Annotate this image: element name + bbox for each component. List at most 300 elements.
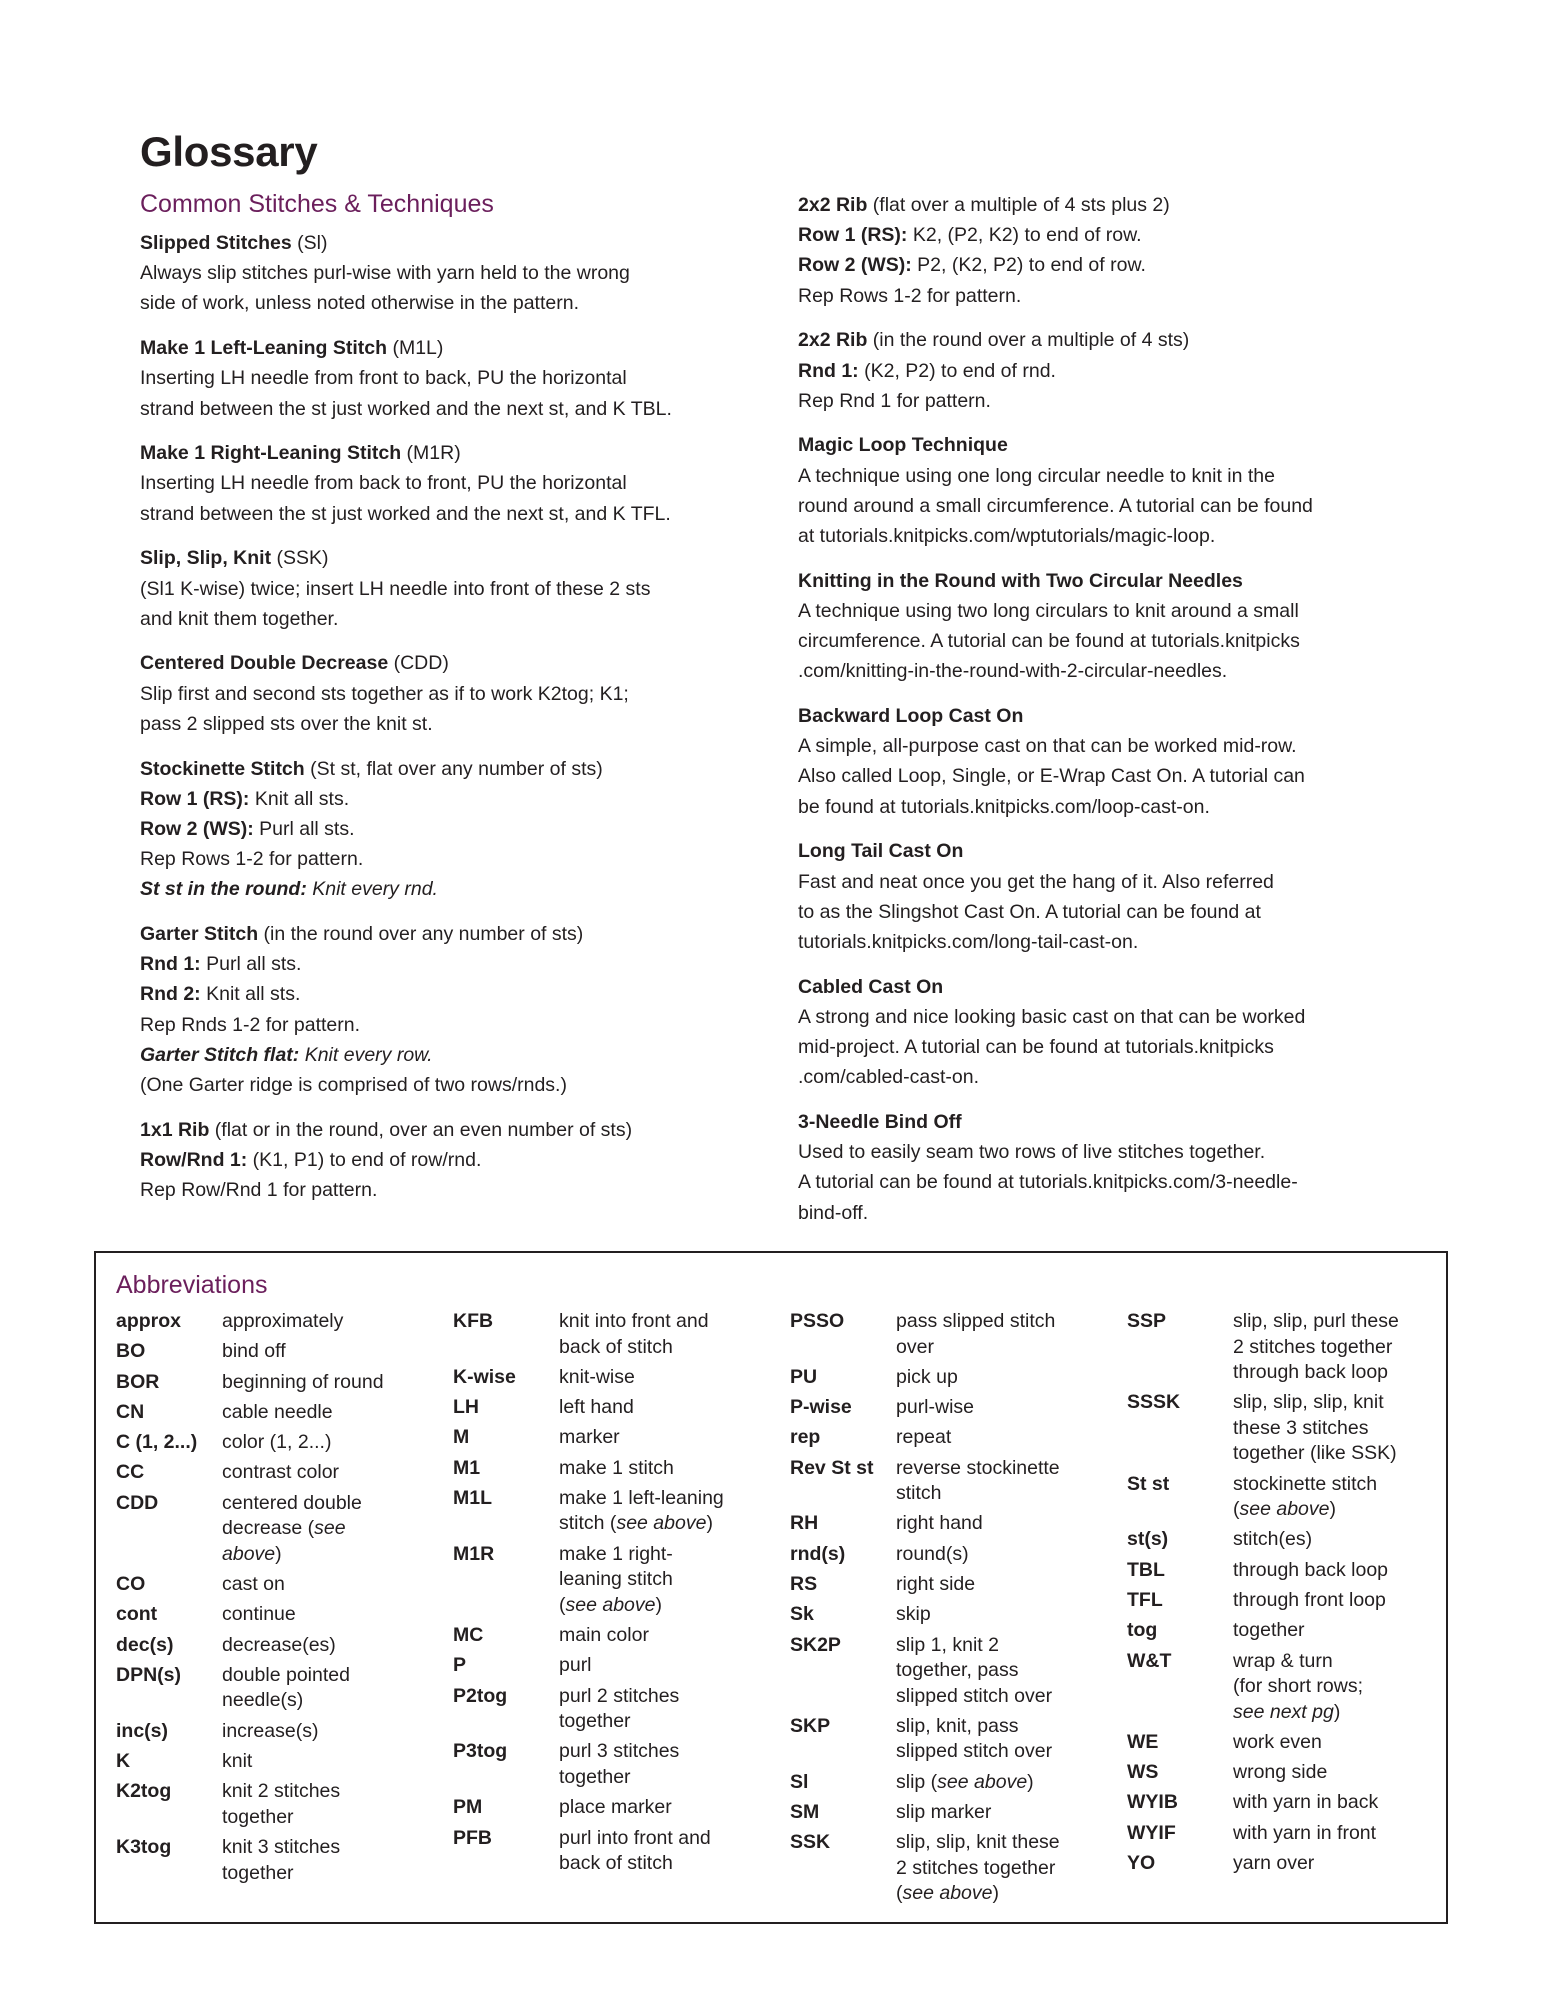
abbreviation-definition <box>1233 1309 1447 1386</box>
abbreviation-row <box>1127 1851 1447 1877</box>
text-run: to as the Slingshot Cast On. A tutorial can be found at <box>798 900 1261 923</box>
abbreviation-definition <box>559 1542 773 1619</box>
entry-heading <box>140 438 770 468</box>
definition-line <box>896 1511 1110 1537</box>
text-run: P2, (K2, P2) to end of row. <box>917 254 1146 277</box>
definition-line <box>222 1779 436 1805</box>
entry-text-line <box>798 220 1448 250</box>
entry-heading <box>798 836 1448 866</box>
definition-line <box>559 1851 773 1877</box>
definition-line <box>559 1653 773 1679</box>
abbreviation-definition <box>222 1749 436 1775</box>
text-run: ) <box>1333 1700 1341 1723</box>
text-run: Inserting LH needle from front to back, PU the horizontal <box>140 367 627 390</box>
abbreviation-definition <box>222 1779 436 1830</box>
abbreviation-row <box>790 1800 1110 1826</box>
text-run: Garter Stitch flat: <box>140 1043 305 1066</box>
text-run: Rnd 2: <box>140 983 207 1006</box>
text-run: knit into front and <box>559 1310 709 1332</box>
definition-line <box>896 1335 1110 1361</box>
entry-text-line <box>140 363 770 393</box>
text-run: ( <box>559 1593 566 1616</box>
abbreviation-definition <box>896 1633 1110 1710</box>
entry-text-line <box>798 761 1448 791</box>
text-run: cast on <box>222 1573 285 1596</box>
text-run: Rep Rnds 1-2 for pattern. <box>140 1013 361 1036</box>
entry-text-line <box>798 897 1448 927</box>
abbreviation-definition <box>1233 1790 1447 1816</box>
abbreviation-row <box>116 1400 436 1426</box>
text-run: be found at tutorials.knitpicks.com/loop-cast-on. <box>798 795 1210 818</box>
abbreviation-definition <box>559 1456 773 1482</box>
abbreviation-term: SSSK <box>1127 1391 1181 1414</box>
definition-line <box>1233 1335 1447 1361</box>
abbreviation-definition <box>222 1719 436 1745</box>
text-run: ) <box>655 1593 662 1616</box>
abbreviation-term: MC <box>453 1624 484 1647</box>
abbreviation-row <box>1127 1649 1447 1726</box>
text-run: see above <box>937 1770 1028 1793</box>
left-entries <box>140 228 770 1205</box>
abbreviation-term: st(s) <box>1127 1528 1169 1551</box>
abbreviation-definition <box>1233 1760 1447 1786</box>
definition-line <box>222 1430 436 1456</box>
abbreviation-term: PU <box>790 1365 818 1388</box>
techniques-left-column <box>140 184 770 1220</box>
text-run: slip, slip, knit these <box>896 1831 1060 1854</box>
abbreviation-term: P2tog <box>453 1684 508 1707</box>
text-run: stitch ( <box>559 1512 617 1535</box>
definition-line <box>1233 1527 1447 1553</box>
text-run: over <box>896 1335 934 1358</box>
definition-line <box>1233 1497 1447 1523</box>
text-run: cable needle <box>222 1400 333 1423</box>
abbreviation-definition <box>222 1491 436 1568</box>
entry-heading <box>140 919 770 949</box>
glossary-entry <box>140 543 770 634</box>
definition-line <box>896 1542 1110 1568</box>
abbreviation-row <box>1127 1790 1447 1816</box>
abbreviation-row <box>116 1339 436 1365</box>
abbreviation-row <box>116 1779 436 1830</box>
entry-text-line <box>140 784 770 814</box>
entry-text-line <box>798 596 1448 626</box>
entry-text-line <box>140 844 770 874</box>
abbreviation-definition <box>222 1309 436 1335</box>
entry-name: Cabled Cast On <box>798 975 944 998</box>
entry-text-line <box>140 979 770 1009</box>
definition-line <box>1233 1790 1447 1816</box>
entry-text-line <box>798 867 1448 897</box>
entry-text-line <box>798 626 1448 656</box>
entry-text-line <box>798 1032 1448 1062</box>
entry-text-line <box>798 356 1448 386</box>
abbreviation-row <box>790 1542 1110 1568</box>
abbreviation-definition <box>559 1309 773 1360</box>
entry-heading <box>140 1115 770 1145</box>
entry-text-line <box>140 468 770 498</box>
text-run: make 1 left-leaning <box>559 1486 724 1509</box>
text-run: Row/Rnd 1: <box>140 1148 253 1171</box>
glossary-entry <box>798 972 1448 1093</box>
definition-line <box>1233 1821 1447 1847</box>
entry-text-line <box>140 604 770 634</box>
text-run: purl 2 stitches <box>559 1684 680 1707</box>
glossary-entry <box>798 430 1448 551</box>
entry-text-line <box>798 386 1448 416</box>
abbreviation-row <box>1127 1821 1447 1847</box>
text-run: ) <box>275 1542 282 1565</box>
text-run: strand between the st just worked and the next st, and K TFL. <box>140 502 671 525</box>
text-run: with yarn in front <box>1233 1821 1377 1844</box>
abbreviation-term: PSSO <box>790 1310 845 1332</box>
entry-text-line <box>140 709 770 739</box>
glossary-entry <box>798 566 1448 687</box>
text-run: purl into front and <box>559 1826 711 1849</box>
abbreviation-definition <box>1233 1821 1447 1847</box>
text-run: back of stitch <box>559 1852 673 1875</box>
text-run: Purl all sts. <box>259 817 355 840</box>
abbreviation-term: TFL <box>1127 1588 1163 1611</box>
abbreviation-definition <box>896 1572 1110 1598</box>
glossary-entry <box>798 836 1448 957</box>
text-run: slip, slip, purl these <box>1233 1310 1399 1332</box>
entry-name: Garter Stitch <box>140 923 259 946</box>
text-run: Knit every row. <box>304 1043 433 1066</box>
abbreviation-definition <box>896 1714 1110 1765</box>
definition-line <box>559 1542 773 1568</box>
definition-line <box>896 1881 1110 1907</box>
definition-line <box>222 1602 436 1628</box>
abbreviation-row <box>453 1739 773 1790</box>
entry-text-line <box>140 874 770 904</box>
definition-line <box>896 1770 1110 1796</box>
abbreviation-definition <box>559 1795 773 1821</box>
glossary-entry <box>140 919 770 1100</box>
text-run: right side <box>896 1573 976 1596</box>
text-run: Rnd 1: <box>140 953 207 976</box>
abbreviation-term: CDD <box>116 1491 159 1514</box>
abbreviation-definition <box>896 1602 1110 1628</box>
text-run: tutorials.knitpicks.com/long-tail-cast-on. <box>798 930 1139 953</box>
entry-note: (M1L) <box>387 337 444 360</box>
text-run: these 3 stitches <box>1233 1416 1369 1439</box>
entry-text-line <box>140 679 770 709</box>
text-run: .com/knitting-in-the-round-with-2-circular-needles. <box>798 660 1228 683</box>
abbreviation-row <box>453 1309 773 1360</box>
abbreviation-term: dec(s) <box>116 1633 174 1656</box>
entry-note: (flat or in the round, over an even number of sts) <box>209 1118 633 1141</box>
entry-text-line <box>140 1145 770 1175</box>
text-run: Row 1 (RS): <box>798 224 913 247</box>
abbreviation-row <box>790 1572 1110 1598</box>
abbreviation-definition <box>222 1602 436 1628</box>
abbreviation-term: WYIF <box>1127 1821 1176 1844</box>
abbreviations-box <box>94 1251 1448 1924</box>
text-run: bind off <box>222 1340 286 1363</box>
text-run: through back loop <box>1233 1361 1389 1383</box>
entry-text-line <box>798 1002 1448 1032</box>
entry-text-line <box>140 1175 770 1205</box>
text-run: centered double <box>222 1491 362 1514</box>
entry-heading <box>798 1107 1448 1137</box>
text-run: together <box>559 1710 631 1733</box>
abbreviation-definition <box>896 1770 1110 1796</box>
abbreviation-term: Sl <box>790 1770 809 1793</box>
definition-line <box>559 1456 773 1482</box>
entry-name: 3-Needle Bind Off <box>798 1110 962 1133</box>
glossary-entry <box>140 228 770 319</box>
abbreviation-term: inc(s) <box>116 1719 169 1742</box>
definition-line <box>222 1572 436 1598</box>
abbreviation-term: SM <box>790 1801 820 1824</box>
abbreviation-row <box>453 1795 773 1821</box>
abbreviation-row <box>116 1663 436 1714</box>
abbreviation-term: SSP <box>1127 1310 1167 1332</box>
entry-heading <box>140 333 770 363</box>
definition-line <box>896 1456 1110 1482</box>
definition-line <box>559 1623 773 1649</box>
entry-name: Magic Loop Technique <box>798 434 1008 457</box>
definition-line <box>1233 1618 1447 1644</box>
abbreviation-row <box>453 1653 773 1679</box>
abbreviation-term: rnd(s) <box>790 1542 846 1565</box>
text-run: color (1, 2...) <box>222 1431 332 1454</box>
definition-line <box>896 1481 1110 1507</box>
entry-heading <box>798 566 1448 596</box>
entry-heading <box>140 754 770 784</box>
text-run: ( <box>1233 1498 1240 1521</box>
glossary-entry <box>140 754 770 905</box>
abbreviation-definition <box>222 1460 436 1486</box>
abbreviation-term: Sk <box>790 1603 814 1626</box>
definition-line <box>559 1826 773 1852</box>
abbreviation-term: P <box>453 1654 467 1677</box>
entry-note: (SSK) <box>271 547 329 570</box>
definition-line <box>222 1719 436 1745</box>
definition-line <box>896 1425 1110 1451</box>
text-run: slipped stitch over <box>896 1684 1053 1707</box>
abbreviation-term: K <box>116 1750 131 1773</box>
abbreviation-term: K2tog <box>116 1780 172 1803</box>
entry-name: 2x2 Rib <box>798 329 868 352</box>
text-run: purl <box>559 1654 592 1677</box>
text-run: double pointed <box>222 1663 350 1686</box>
definition-line <box>896 1800 1110 1826</box>
text-run: see above <box>616 1512 707 1535</box>
abbreviation-row <box>116 1749 436 1775</box>
text-run: 2 stitches together <box>896 1856 1056 1879</box>
abbreviation-row <box>790 1602 1110 1628</box>
text-run: slip 1, knit 2 <box>896 1633 999 1656</box>
definition-line <box>559 1684 773 1710</box>
text-run: Used to easily seam two rows of live stitches together. <box>798 1141 1266 1164</box>
definition-line <box>896 1714 1110 1740</box>
abbreviation-definition <box>1233 1730 1447 1756</box>
text-run: through front loop <box>1233 1588 1386 1611</box>
abbreviation-definition <box>1233 1527 1447 1553</box>
abbreviation-definition <box>559 1623 773 1649</box>
abbreviation-term: SK2P <box>790 1633 841 1656</box>
definition-line <box>896 1572 1110 1598</box>
abbreviation-definition <box>222 1370 436 1396</box>
text-run: above <box>222 1542 276 1565</box>
abbreviation-term: RS <box>790 1573 818 1596</box>
definition-line <box>559 1567 773 1593</box>
abbreviation-term: RH <box>790 1512 819 1535</box>
abbreviation-term: CN <box>116 1400 145 1423</box>
definition-line <box>222 1309 436 1335</box>
entry-name: Stockinette Stitch <box>140 757 305 780</box>
abbreviation-row <box>116 1460 436 1486</box>
abbreviation-term: approx <box>116 1310 182 1332</box>
entry-text-line <box>798 1137 1448 1167</box>
text-run: through back loop <box>1233 1558 1389 1581</box>
definition-line <box>222 1516 436 1542</box>
entry-heading <box>140 228 770 258</box>
abbreviation-row <box>1127 1527 1447 1553</box>
text-run: decrease ( <box>222 1517 315 1540</box>
abbreviation-definition <box>896 1830 1110 1907</box>
abbreviation-row <box>453 1684 773 1735</box>
entry-text-line <box>140 1010 770 1040</box>
text-run: Knit every rnd. <box>312 878 438 901</box>
abbreviation-definition <box>222 1663 436 1714</box>
definition-line <box>1233 1558 1447 1584</box>
glossary-entry <box>798 325 1448 416</box>
text-run: work even <box>1233 1730 1322 1753</box>
entry-name: Make 1 Right-Leaning Stitch <box>140 442 402 465</box>
abbreviations-column-1 <box>116 1309 436 1891</box>
text-run: purl 3 stitches <box>559 1740 680 1763</box>
text-run: purl-wise <box>896 1396 975 1419</box>
definition-line <box>559 1425 773 1451</box>
right-entries <box>798 190 1448 1228</box>
text-run: beginning of round <box>222 1370 384 1393</box>
definition-line <box>1233 1360 1447 1386</box>
definition-line <box>1233 1851 1447 1877</box>
entry-note: (M1R) <box>401 442 461 465</box>
abbreviation-row <box>790 1365 1110 1391</box>
text-run: with yarn in back <box>1233 1791 1379 1814</box>
abbreviation-row <box>1127 1730 1447 1756</box>
entry-text-line <box>798 792 1448 822</box>
entry-text-line <box>798 281 1448 311</box>
text-run: side of work, unless noted otherwise in the pattern. <box>140 292 579 315</box>
abbreviation-definition <box>559 1684 773 1735</box>
text-run: wrong side <box>1233 1761 1328 1784</box>
abbreviation-row <box>116 1719 436 1745</box>
entry-text-line <box>798 250 1448 280</box>
entry-text-line <box>140 949 770 979</box>
abbreviation-row <box>1127 1760 1447 1786</box>
definition-line <box>1233 1588 1447 1614</box>
definition-line <box>559 1511 773 1537</box>
text-run: knit-wise <box>559 1365 635 1388</box>
abbreviation-definition <box>896 1365 1110 1391</box>
abbreviation-term: TBL <box>1127 1558 1165 1581</box>
entry-heading <box>140 543 770 573</box>
abbreviation-term: M1 <box>453 1456 481 1479</box>
text-run: together (like SSK) <box>1233 1442 1397 1465</box>
definition-line <box>896 1395 1110 1421</box>
text-run: Also called Loop, Single, or E-Wrap Cast On. A tutorial can <box>798 765 1305 788</box>
abbreviation-definition <box>559 1739 773 1790</box>
definition-line <box>896 1856 1110 1882</box>
abbreviation-definition <box>1233 1649 1447 1726</box>
abbreviation-term: BO <box>116 1340 146 1363</box>
glossary-entry <box>798 190 1448 311</box>
glossary-entry <box>140 333 770 424</box>
definition-line <box>559 1486 773 1512</box>
text-run: Knit all sts. <box>254 787 350 810</box>
definition-line <box>1233 1441 1447 1467</box>
entry-text-line <box>140 288 770 318</box>
abbreviation-definition <box>559 1425 773 1451</box>
abbreviation-definition <box>896 1425 1110 1451</box>
text-run: Slip first and second sts together as if to work K2tog; K1; <box>140 682 629 705</box>
abbreviation-row <box>1127 1390 1447 1467</box>
abbreviation-row <box>116 1309 436 1335</box>
entry-text-line <box>798 927 1448 957</box>
definition-line <box>222 1400 436 1426</box>
text-run: knit 2 stitches <box>222 1780 341 1803</box>
entry-text-line <box>798 731 1448 761</box>
text-run: yarn over <box>1233 1852 1315 1875</box>
definition-line <box>222 1460 436 1486</box>
text-run: increase(s) <box>222 1719 319 1742</box>
abbreviation-definition <box>896 1395 1110 1421</box>
entry-heading <box>798 430 1448 460</box>
abbreviation-row <box>790 1395 1110 1421</box>
entry-text-line <box>798 491 1448 521</box>
abbreviation-term: K3tog <box>116 1836 172 1859</box>
abbreviation-term: SKP <box>790 1714 831 1737</box>
definition-line <box>222 1861 436 1887</box>
text-run: ) <box>706 1512 713 1535</box>
text-run: round around a small circumference. A tutorial can be found <box>798 494 1313 517</box>
abbreviation-definition <box>896 1542 1110 1568</box>
text-run: (for short rows; <box>1233 1675 1364 1698</box>
abbreviation-definition <box>1233 1472 1447 1523</box>
text-run: slip ( <box>896 1770 938 1793</box>
abbreviation-term: C (1, 2...) <box>116 1431 198 1454</box>
glossary-entry <box>140 438 770 529</box>
text-run: make 1 right- <box>559 1542 673 1565</box>
entry-note: (St st, flat over any number of sts) <box>304 757 603 780</box>
abbreviation-term: M1R <box>453 1542 495 1565</box>
text-run: St st in the round: <box>140 878 313 901</box>
abbreviation-term: K-wise <box>453 1365 516 1388</box>
abbreviation-term: PFB <box>453 1826 492 1849</box>
abbreviation-term: PM <box>453 1796 483 1819</box>
entry-text-line <box>798 521 1448 551</box>
text-run: Always slip stitches purl-wise with yarn held to the wrong <box>140 262 630 285</box>
text-run: together <box>222 1805 294 1828</box>
text-run: reverse stockinette <box>896 1456 1060 1479</box>
entry-text-line <box>140 1070 770 1100</box>
text-run: ( <box>896 1882 903 1905</box>
abbreviation-term: Rev St st <box>790 1456 874 1479</box>
text-run: K2, (P2, K2) to end of row. <box>912 224 1142 247</box>
definition-line <box>1233 1390 1447 1416</box>
abbreviation-definition <box>222 1430 436 1456</box>
abbreviation-term: YO <box>1127 1852 1156 1875</box>
text-run: (One Garter ridge is comprised of two rows/rnds.) <box>140 1074 567 1097</box>
text-run: Rep Rows 1-2 for pattern. <box>798 284 1022 307</box>
abbreviation-term: KFB <box>453 1310 494 1332</box>
text-run: stockinette stitch <box>1233 1472 1378 1495</box>
